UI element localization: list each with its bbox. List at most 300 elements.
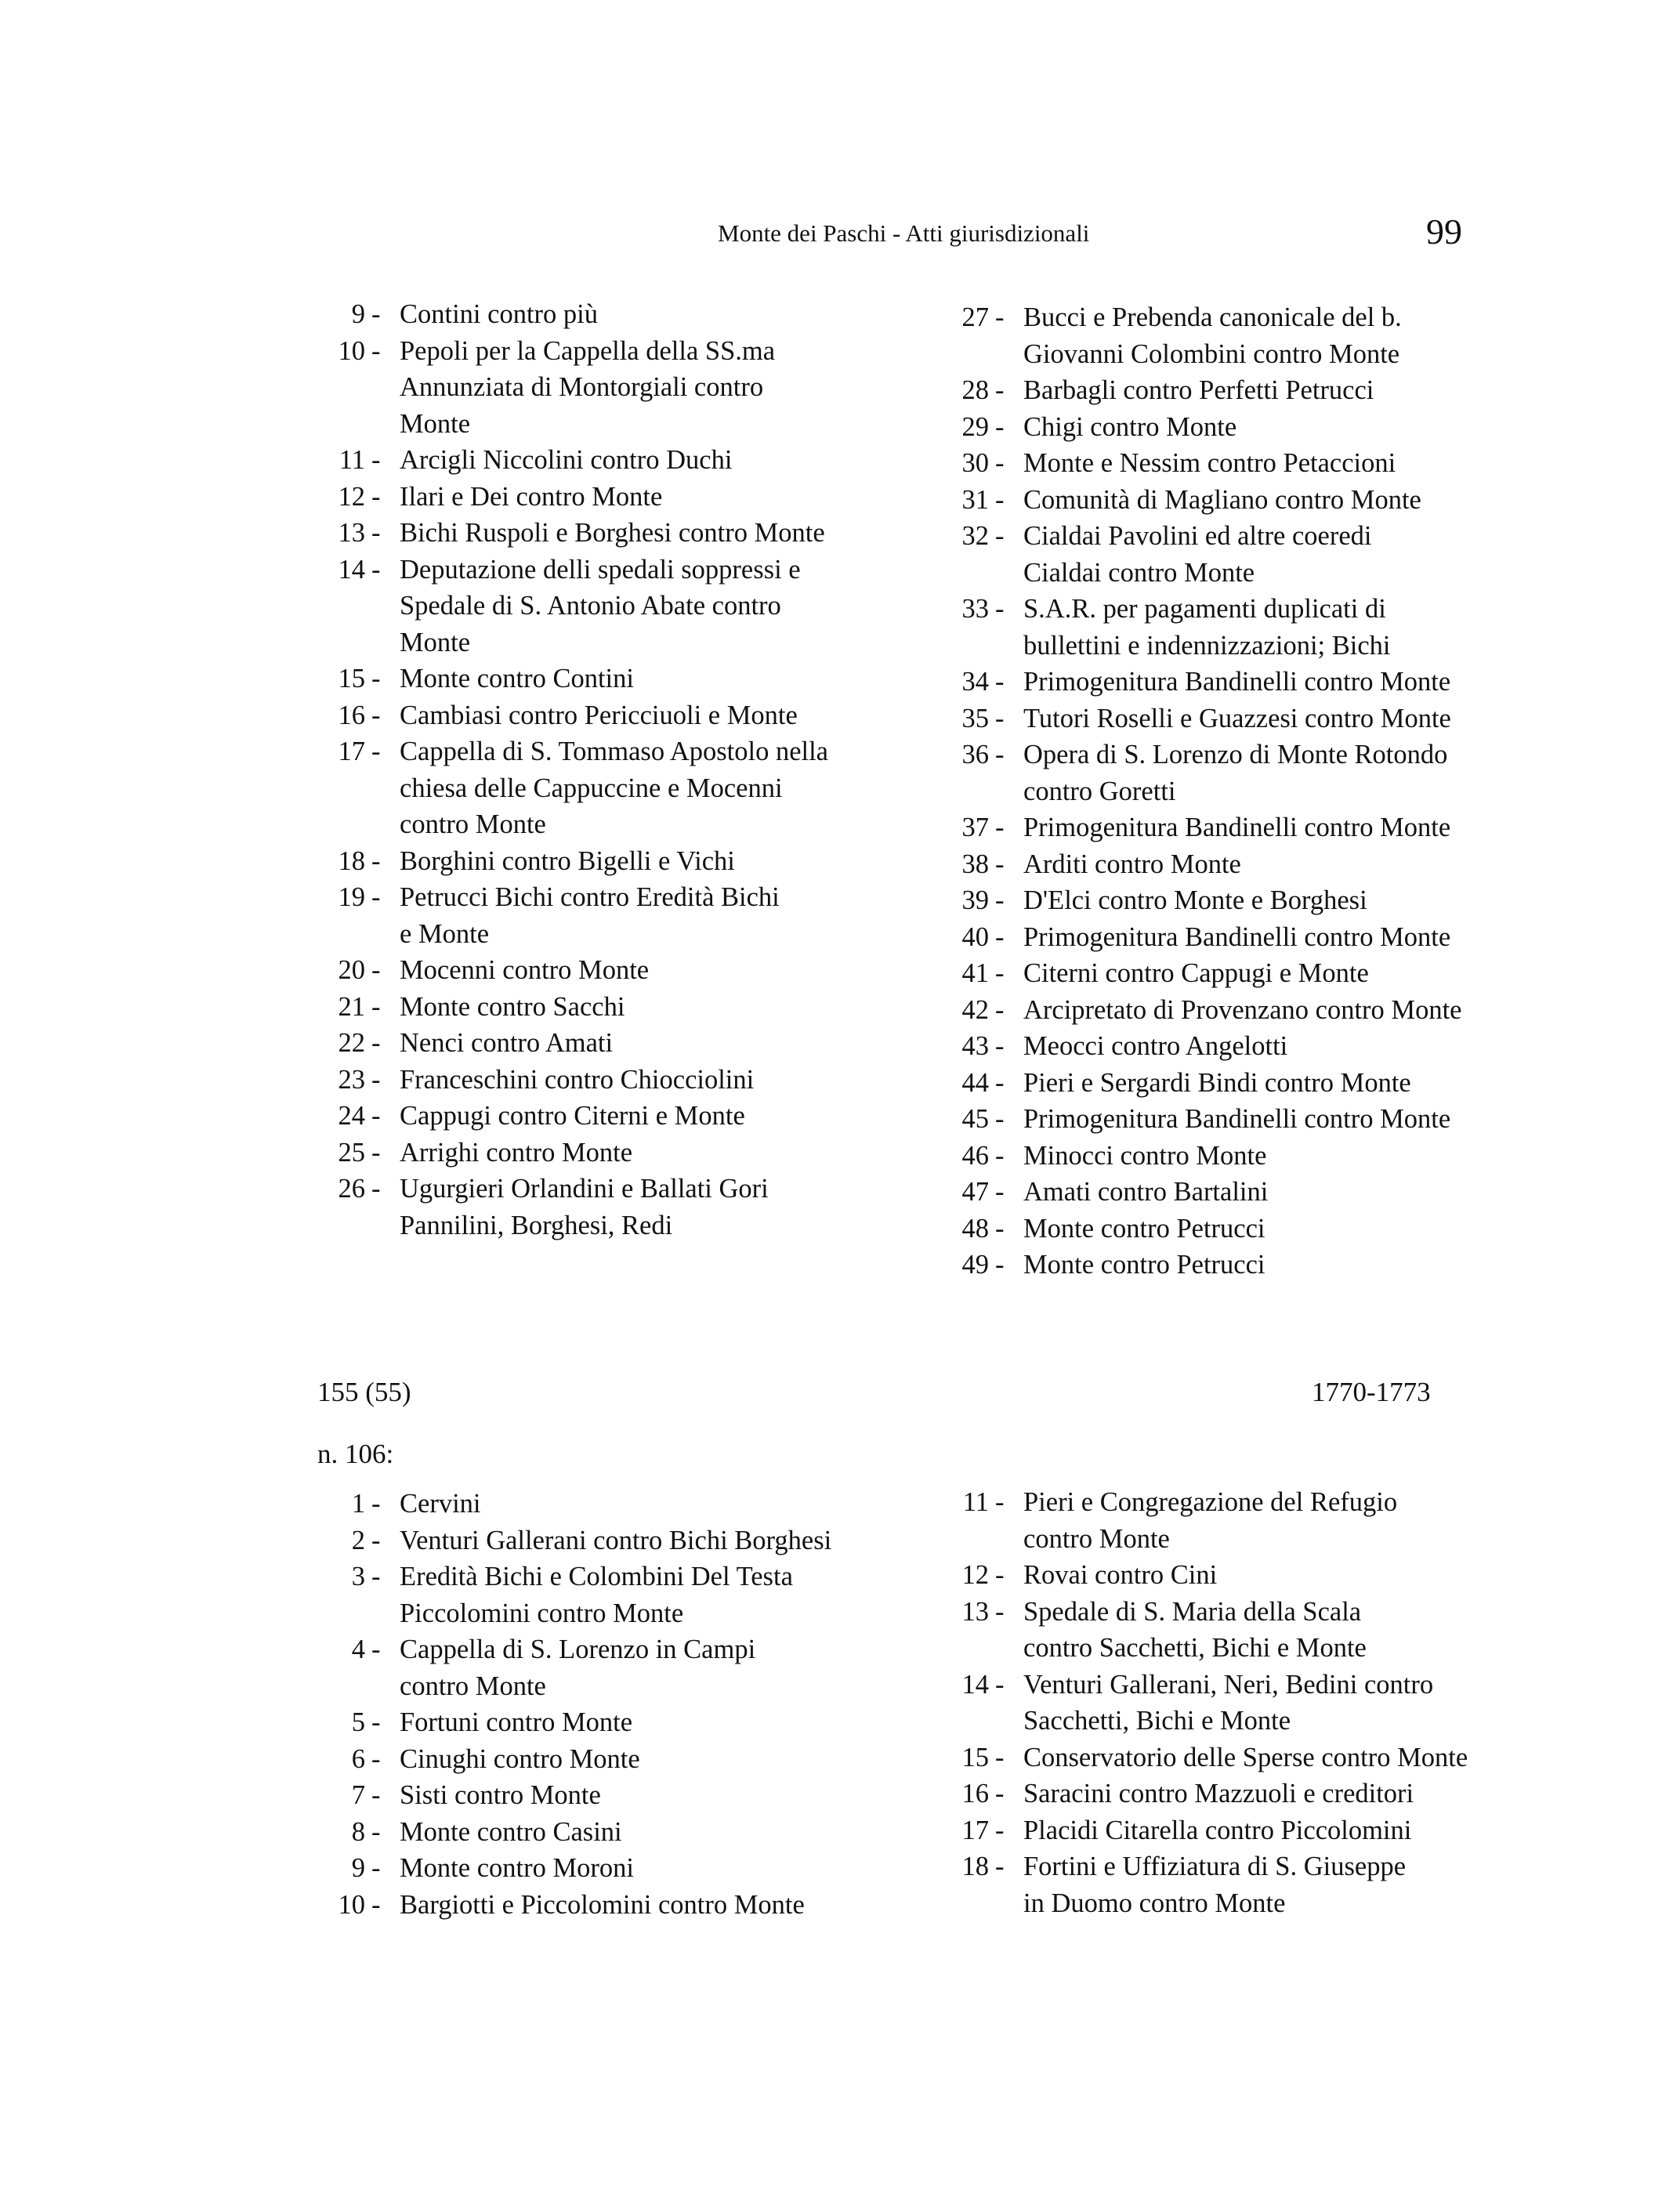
- item-number: 36: [961, 740, 989, 769]
- list-item: [306, 552, 828, 661]
- list-item: [929, 372, 1462, 409]
- item-text-line: Meocci contro Angelotti: [1023, 1031, 1288, 1061]
- item-number: 11: [339, 445, 365, 475]
- list-item: [306, 1704, 831, 1741]
- item-number: 10: [338, 335, 365, 366]
- item-dash: -: [995, 703, 1005, 733]
- item-number: 31: [961, 484, 989, 515]
- item-text: [1023, 809, 1462, 846]
- item-text-line: Conservatorio delle Sperse contro Monte: [1023, 1742, 1468, 1772]
- item-text: [400, 843, 828, 880]
- item-number: 15: [961, 1742, 989, 1772]
- item-text-line: Saracini contro Mazzuoli e creditori: [1023, 1779, 1414, 1808]
- item-text: [400, 552, 828, 661]
- list-item: [929, 1484, 1468, 1557]
- list-item: [306, 1486, 831, 1522]
- item-text-line: contro Goretti: [1023, 776, 1176, 806]
- item-text-line: in Duomo contro Monte: [1023, 1888, 1286, 1918]
- item-text: [400, 1741, 831, 1778]
- item-text: [400, 733, 828, 843]
- item-text: [400, 952, 828, 989]
- list-item: [306, 1522, 831, 1559]
- item-dash: -: [995, 849, 1005, 879]
- list-item: [306, 661, 828, 697]
- list-item: [929, 955, 1462, 992]
- item-dash: -: [371, 518, 381, 548]
- item-dash: -: [371, 664, 381, 693]
- item-text-line: Fortini e Uffiziatura di S. Giuseppe: [1023, 1852, 1407, 1881]
- item-dash: -: [995, 1596, 1005, 1627]
- item-text-line: Primogenitura Bandinelli contro Monte: [1023, 667, 1451, 697]
- item-number: 45: [961, 1104, 989, 1134]
- item-text: [1023, 1594, 1468, 1667]
- item-text-line: Monte: [400, 408, 471, 439]
- item-dash: -: [371, 1743, 381, 1774]
- list-item: [306, 733, 828, 843]
- item-text: [1023, 919, 1462, 956]
- item-text-line: e Monte: [400, 918, 490, 949]
- item-text-line: Giovanni Colombini contro Monte: [1023, 339, 1400, 369]
- item-number: 32: [961, 521, 989, 551]
- item-text-line: Ilari e Dei contro Monte: [400, 481, 663, 512]
- item-number: 47: [961, 1177, 989, 1207]
- item-text-line: Cialdai contro Monte: [1023, 557, 1255, 588]
- item-number: 46: [961, 1140, 989, 1171]
- list-item: [929, 482, 1462, 519]
- item-number: 25: [338, 1137, 365, 1168]
- item-text-line: Monte contro Moroni: [400, 1853, 634, 1883]
- item-dash: -: [995, 958, 1005, 988]
- item-text: [1023, 1812, 1468, 1849]
- item-text-line: contro Monte: [1023, 1523, 1170, 1554]
- item-number: 16: [961, 1779, 989, 1808]
- item-number: 40: [961, 921, 989, 952]
- item-number: 14: [338, 554, 365, 585]
- list-item: [306, 1062, 828, 1099]
- item-text: [1023, 409, 1462, 446]
- item-text-line: Monte contro Contini: [400, 664, 634, 693]
- item-number: 34: [961, 667, 989, 697]
- list-item: [929, 882, 1462, 919]
- list-item: [306, 1814, 831, 1851]
- item-number: 22: [338, 1028, 365, 1058]
- item-text-line: Pieri e Congregazione del Refugio: [1023, 1487, 1398, 1517]
- item-dash: -: [995, 740, 1005, 769]
- item-text: [1023, 372, 1462, 409]
- item-number: 17: [338, 737, 365, 766]
- item-dash: -: [371, 554, 381, 585]
- item-number: 35: [961, 703, 989, 733]
- section2-left-list: [306, 1486, 831, 1923]
- item-text-line: Cambiasi contro Pericciuoli e Monte: [400, 700, 798, 730]
- item-dash: -: [995, 921, 1005, 952]
- item-text: [400, 1704, 831, 1741]
- item-dash: -: [371, 481, 381, 512]
- section2-right-list: [929, 1484, 1468, 1921]
- item-dash: -: [995, 813, 1005, 842]
- list-item: [306, 1887, 831, 1924]
- item-number: 30: [961, 448, 989, 478]
- item-number: 8: [351, 1816, 365, 1847]
- list-item: [929, 809, 1462, 846]
- item-text-line: Comunità di Magliano contro Monte: [1023, 484, 1421, 515]
- item-number: 1: [351, 1489, 365, 1519]
- list-item: [929, 992, 1462, 1029]
- item-number: 4: [351, 1635, 365, 1664]
- item-text: [1023, 1776, 1468, 1812]
- item-number: 41: [961, 958, 989, 988]
- item-text-line: Chigi contro Monte: [1023, 411, 1237, 442]
- item-dash: -: [371, 1816, 381, 1847]
- item-number: 5: [351, 1707, 365, 1737]
- item-text: [400, 697, 828, 734]
- list-item: [929, 1211, 1462, 1247]
- item-text: [1023, 1065, 1462, 1102]
- item-number: 24: [338, 1101, 365, 1131]
- item-number: 39: [961, 885, 989, 915]
- running-title: Monte dei Paschi - Atti giurisdizionali: [718, 219, 1090, 247]
- item-text-line: Bargiotti e Piccolomini contro Monte: [400, 1889, 805, 1920]
- item-dash: -: [995, 1815, 1005, 1845]
- list-item: [306, 442, 828, 479]
- item-text-line: Monte: [400, 627, 471, 657]
- item-text-line: S.A.R. per pagamenti duplicati di: [1023, 594, 1386, 624]
- item-text: [400, 1098, 828, 1135]
- item-number: 48: [961, 1213, 989, 1244]
- item-number: 43: [961, 1031, 989, 1061]
- item-dash: -: [995, 1213, 1005, 1244]
- item-text: [400, 661, 828, 697]
- item-text-line: Fortuni contro Monte: [400, 1707, 633, 1737]
- item-number: 10: [338, 1889, 365, 1920]
- list-item: [306, 989, 828, 1026]
- item-dash: -: [995, 1669, 1005, 1700]
- item-text: [400, 1062, 828, 1099]
- item-number: 18: [961, 1852, 989, 1881]
- list-item: [929, 299, 1462, 372]
- item-text: [400, 1559, 831, 1631]
- item-number: 2: [351, 1525, 365, 1555]
- item-dash: -: [371, 1101, 381, 1131]
- item-dash: -: [371, 882, 381, 912]
- item-text-line: Pepoli per la Cappella della SS.ma: [400, 335, 776, 366]
- item-text: [1023, 1848, 1468, 1921]
- item-dash: -: [371, 1174, 381, 1204]
- item-number: 29: [961, 411, 989, 442]
- list-item: [306, 1559, 831, 1631]
- item-text: [400, 1814, 831, 1851]
- item-text-line: Ugurgieri Orlandini e Ballati Gori: [400, 1174, 769, 1204]
- item-dash: -: [371, 845, 381, 876]
- list-item: [306, 296, 828, 333]
- item-text-line: Cinughi contro Monte: [400, 1743, 640, 1774]
- item-dash: -: [371, 299, 381, 329]
- item-dash: -: [995, 1140, 1005, 1171]
- item-dash: -: [371, 991, 381, 1022]
- item-dash: -: [371, 700, 381, 730]
- item-text-line: Venturi Gallerani, Neri, Bedini contro: [1023, 1669, 1434, 1700]
- item-text-line: Nenci contro Amati: [400, 1028, 614, 1058]
- item-text-line: Amati contro Bartalini: [1023, 1177, 1269, 1207]
- item-number: 6: [351, 1743, 365, 1774]
- section1-left-list: [306, 296, 828, 1244]
- item-number: 28: [961, 375, 989, 405]
- item-number: 21: [338, 991, 365, 1022]
- item-dash: -: [995, 667, 1005, 697]
- item-text: [400, 442, 828, 479]
- item-text: [400, 333, 828, 443]
- item-dash: -: [371, 1525, 381, 1555]
- item-number: 37: [961, 813, 989, 842]
- list-item: [929, 1812, 1468, 1849]
- item-dash: -: [371, 1635, 381, 1664]
- item-dash: -: [371, 1028, 381, 1058]
- item-text: [1023, 1557, 1468, 1594]
- item-text: [1023, 701, 1462, 737]
- item-text-line: Monte e Nessim contro Petaccioni: [1023, 448, 1396, 478]
- item-text: [1023, 1740, 1468, 1776]
- item-dash: -: [371, 445, 381, 475]
- item-text-line: Monte contro Sacchi: [400, 991, 625, 1022]
- item-dash: -: [371, 1707, 381, 1737]
- item-text: [1023, 992, 1462, 1029]
- item-number: 18: [338, 845, 365, 876]
- item-number: 9: [351, 299, 365, 329]
- item-number: 33: [961, 594, 989, 624]
- item-dash: -: [371, 737, 381, 766]
- item-text-line: Cappugi contro Citerni e Monte: [400, 1101, 745, 1131]
- item-dash: -: [995, 521, 1005, 551]
- item-text: [1023, 299, 1462, 372]
- list-item: [306, 1135, 828, 1171]
- item-number: 27: [961, 302, 989, 332]
- item-dash: -: [995, 411, 1005, 442]
- date-range: 1770-1773: [1312, 1377, 1431, 1407]
- item-dash: -: [371, 1889, 381, 1920]
- list-item: [306, 333, 828, 443]
- item-text: [1023, 882, 1462, 919]
- list-item: [929, 518, 1462, 591]
- list-item: [929, 1667, 1468, 1740]
- item-text: [1023, 1101, 1462, 1138]
- list-item: [929, 445, 1462, 482]
- list-item: [929, 591, 1462, 664]
- item-text-line: Pannilini, Borghesi, Redi: [400, 1210, 673, 1240]
- item-text-line: Arrighi contro Monte: [400, 1137, 633, 1168]
- list-item: [929, 737, 1462, 809]
- list-item: [929, 1247, 1462, 1283]
- item-text-line: Contini contro più: [400, 299, 598, 329]
- item-number: 19: [338, 882, 365, 912]
- item-text-line: contro Sacchetti, Bichi e Monte: [1023, 1633, 1367, 1663]
- item-text-line: Arcipretato di Provenzano contro Monte: [1023, 994, 1462, 1025]
- list-item: [929, 1776, 1468, 1812]
- item-text-line: Tutori Roselli e Guazzesi contro Monte: [1023, 703, 1451, 733]
- item-text: [1023, 737, 1462, 809]
- item-text: [1023, 955, 1462, 992]
- item-text: [1023, 1174, 1462, 1211]
- item-text-line: D'Elci contro Monte e Borghesi: [1023, 885, 1367, 915]
- list-item: [306, 1098, 828, 1135]
- item-text: [1023, 1484, 1468, 1557]
- item-text: [1023, 591, 1462, 664]
- item-text-line: Petrucci Bichi contro Eredità Bichi: [400, 882, 780, 912]
- item-text-line: Cialdai Pavolini ed altre coeredi: [1023, 521, 1372, 551]
- item-text-line: Primogenitura Bandinelli contro Monte: [1023, 921, 1451, 952]
- item-dash: -: [995, 375, 1005, 405]
- list-item: [306, 952, 828, 989]
- list-item: [929, 1028, 1462, 1065]
- item-text: [1023, 846, 1462, 883]
- item-dash: -: [371, 335, 381, 366]
- item-dash: -: [371, 955, 381, 985]
- item-text-line: Opera di S. Lorenzo di Monte Rotondo: [1023, 740, 1448, 769]
- item-text-line: Bichi Ruspoli e Borghesi contro Monte: [400, 518, 825, 548]
- item-text-line: Arcigli Niccolini contro Duchi: [400, 445, 733, 475]
- item-text: [400, 1850, 831, 1887]
- item-text-line: Monte contro Casini: [400, 1816, 622, 1847]
- item-dash: -: [995, 1742, 1005, 1772]
- item-text-line: Cappella di S. Lorenzo in Campi: [400, 1635, 756, 1664]
- item-number: 26: [338, 1174, 365, 1204]
- item-dash: -: [995, 1031, 1005, 1061]
- item-text-line: Cervini: [400, 1489, 481, 1519]
- item-text: [400, 1631, 831, 1704]
- item-number: 13: [961, 1596, 989, 1627]
- item-text: [1023, 1138, 1462, 1175]
- list-item: [929, 701, 1462, 737]
- item-text-line: Primogenitura Bandinelli contro Monte: [1023, 1104, 1451, 1134]
- item-text-line: Annunziata di Montorgiali contro: [400, 372, 764, 402]
- item-text-line: Borghini contro Bigelli e Vichi: [400, 845, 735, 876]
- list-item: [306, 1777, 831, 1814]
- item-text: [400, 1025, 828, 1062]
- list-item: [929, 1174, 1462, 1211]
- item-text-line: Piccolomini contro Monte: [400, 1598, 684, 1628]
- item-text-line: Bucci e Prebenda canonicale del b.: [1023, 302, 1402, 332]
- item-text: [1023, 1667, 1468, 1740]
- item-dash: -: [995, 448, 1005, 478]
- item-text: [400, 1887, 831, 1924]
- item-text-line: contro Monte: [400, 1671, 546, 1701]
- item-text-line: Monte contro Petrucci: [1023, 1250, 1265, 1280]
- item-dash: -: [995, 1779, 1005, 1808]
- item-number: 12: [338, 481, 365, 512]
- item-text: [400, 1171, 828, 1244]
- item-dash: -: [371, 1562, 381, 1591]
- fascicle-label: n. 106:: [317, 1439, 394, 1469]
- item-text-line: Venturi Gallerani contro Bichi Borghesi: [400, 1525, 832, 1555]
- list-item: [306, 1850, 831, 1887]
- list-item: [929, 919, 1462, 956]
- item-dash: -: [995, 994, 1005, 1025]
- item-dash: -: [371, 1137, 381, 1168]
- item-text: [1023, 1247, 1462, 1283]
- item-number: 3: [351, 1562, 365, 1591]
- item-number: 16: [338, 700, 365, 730]
- item-number: 13: [338, 518, 365, 548]
- item-text-line: Mocenni contro Monte: [400, 955, 650, 985]
- item-text-line: Sisti contro Monte: [400, 1780, 601, 1810]
- item-number: 17: [961, 1815, 989, 1845]
- item-number: 11: [962, 1487, 989, 1517]
- item-number: 7: [351, 1780, 365, 1810]
- item-text-line: Rovai contro Cini: [1023, 1560, 1218, 1590]
- item-number: 20: [338, 955, 365, 985]
- item-text-line: bullettini e indennizzazioni; Bichi: [1023, 630, 1391, 661]
- item-text-line: chiesa delle Cappuccine e Mocenni: [400, 773, 783, 803]
- item-number: 44: [961, 1067, 989, 1098]
- item-number: 23: [338, 1064, 365, 1095]
- item-dash: -: [371, 1064, 381, 1095]
- page-number: 99: [1426, 212, 1462, 252]
- item-dash: -: [995, 594, 1005, 624]
- item-text-line: Citerni contro Cappugi e Monte: [1023, 958, 1369, 988]
- item-dash: -: [371, 1853, 381, 1883]
- item-number: 49: [961, 1250, 989, 1280]
- item-text-line: Barbagli contro Perfetti Petrucci: [1023, 375, 1374, 405]
- item-dash: -: [995, 1104, 1005, 1134]
- list-item: [306, 879, 828, 952]
- item-text: [400, 1486, 831, 1522]
- list-item: [929, 1848, 1468, 1921]
- item-dash: -: [995, 1250, 1005, 1280]
- list-item: [929, 1594, 1468, 1667]
- list-item: [306, 697, 828, 734]
- item-text-line: Arditi contro Monte: [1023, 849, 1241, 879]
- list-item: [929, 1557, 1468, 1594]
- item-number: 14: [961, 1669, 989, 1700]
- item-text: [400, 1777, 831, 1814]
- item-text-line: Primogenitura Bandinelli contro Monte: [1023, 813, 1451, 842]
- item-text: [400, 879, 828, 952]
- item-dash: -: [995, 885, 1005, 915]
- item-text: [1023, 664, 1462, 701]
- list-item: [929, 1138, 1462, 1175]
- item-text-line: Deputazione delli spedali soppressi e: [400, 554, 801, 585]
- item-number: 42: [961, 994, 989, 1025]
- item-text: [400, 1522, 831, 1559]
- list-item: [929, 1065, 1462, 1102]
- item-text: [1023, 482, 1462, 519]
- list-item: [306, 1741, 831, 1778]
- list-item: [306, 1171, 828, 1244]
- item-number: 15: [338, 664, 365, 693]
- item-text: [400, 1135, 828, 1171]
- item-text-line: Spedale di S. Maria della Scala: [1023, 1596, 1362, 1627]
- item-text-line: Monte contro Petrucci: [1023, 1213, 1265, 1244]
- item-text: [400, 296, 828, 333]
- item-dash: -: [371, 1489, 381, 1519]
- item-text-line: Pieri e Sergardi Bindi contro Monte: [1023, 1067, 1411, 1098]
- item-text: [1023, 445, 1462, 482]
- item-dash: -: [995, 1067, 1005, 1098]
- list-item: [306, 479, 828, 516]
- item-text-line: Spedale di S. Antonio Abate contro: [400, 591, 781, 621]
- list-item: [929, 1101, 1462, 1138]
- item-number: 38: [961, 849, 989, 879]
- list-item: [929, 409, 1462, 446]
- busta-number: 155 (55): [317, 1377, 411, 1407]
- item-text: [400, 515, 828, 552]
- item-text: [1023, 518, 1462, 591]
- item-dash: -: [995, 1487, 1005, 1517]
- item-dash: -: [995, 1560, 1005, 1590]
- item-text: [400, 479, 828, 516]
- item-text-line: Sacchetti, Bichi e Monte: [1023, 1706, 1291, 1736]
- item-dash: -: [995, 1177, 1005, 1207]
- section1-right-list: [929, 299, 1462, 1283]
